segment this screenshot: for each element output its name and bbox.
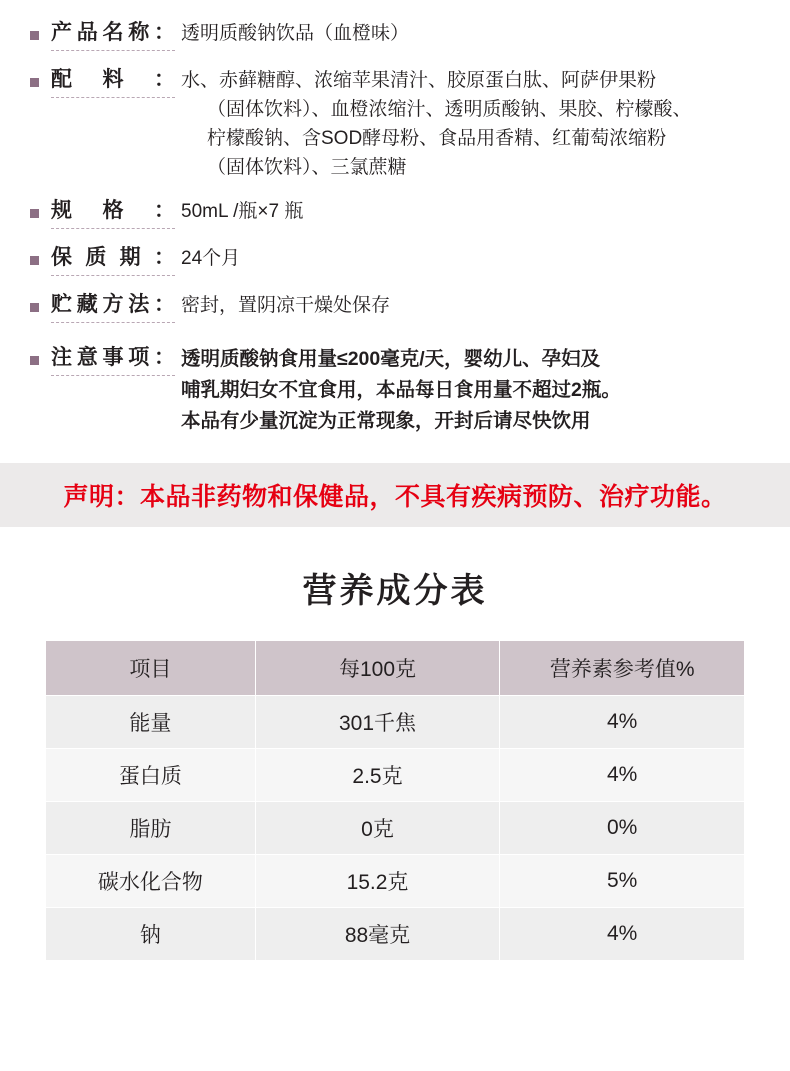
table-cell-nrv: 4% bbox=[500, 696, 745, 749]
spec-label-shelf-life: 保 质 期 ： bbox=[51, 246, 175, 269]
square-bullet-icon bbox=[30, 356, 39, 365]
table-cell-name: 能量 bbox=[46, 696, 256, 749]
table-header-row bbox=[46, 641, 745, 696]
table-row bbox=[46, 802, 745, 855]
spec-value-ingredients: 水、赤藓糖醇、浓缩苹果清汁、胶原蛋白肽、阿萨伊果粉 （固体饮料）、血橙浓缩汁、透明质酸钠、果胶、柠檬酸、 柠檬酸钠、含SOD酵母粉、食品用香精、红葡萄浓缩粉 （固体饮料）、三氯蔗糖 bbox=[181, 70, 692, 178]
table-header-per100g: 每100克 bbox=[255, 641, 500, 696]
table-row bbox=[46, 749, 745, 802]
table-row bbox=[46, 908, 745, 961]
square-bullet-icon bbox=[30, 31, 39, 40]
spec-list bbox=[30, 18, 760, 437]
square-bullet-icon bbox=[30, 78, 39, 87]
table-cell-amount: 301千焦 bbox=[255, 696, 500, 749]
spec-row-precautions bbox=[30, 343, 760, 437]
table-header-nrv: 营养素参考值% bbox=[500, 641, 745, 696]
table-cell-nrv: 0% bbox=[500, 802, 745, 855]
spec-label-wrap bbox=[51, 290, 175, 323]
spec-label-product-name: 产 品 名 称 ： bbox=[51, 21, 175, 44]
spec-label-precautions: 注 意 事 项 ： bbox=[51, 346, 175, 369]
table-row bbox=[46, 855, 745, 908]
table-cell-amount: 0克 bbox=[255, 802, 500, 855]
spec-label-wrap bbox=[51, 243, 175, 276]
spec-row-specification bbox=[30, 196, 760, 229]
nutrition-table-title: 营养成分表 bbox=[302, 572, 488, 610]
square-bullet-icon bbox=[30, 209, 39, 218]
spec-label-wrap bbox=[51, 196, 175, 229]
table-cell-amount: 88毫克 bbox=[255, 908, 500, 961]
spec-label-storage-method: 贮 藏 方 法 ： bbox=[51, 293, 175, 316]
table-cell-nrv: 4% bbox=[500, 908, 745, 961]
table-cell-amount: 15.2克 bbox=[255, 855, 500, 908]
spec-label-ingredients: 配 料 ： bbox=[51, 68, 175, 91]
table-cell-name: 钠 bbox=[46, 908, 256, 961]
spec-row-ingredients bbox=[30, 65, 760, 182]
disclaimer-text: 声明：本品非药物和保健品，不具有疾病预防、治疗功能。 bbox=[63, 483, 727, 511]
spec-value-precautions: 透明质酸钠食用量≤200毫克/天，婴幼儿、孕妇及 哺乳期妇女不宜食用，本品每日食用量不超过2瓶。 本品有少量沉淀为正常现象，开封后请尽快饮用 bbox=[181, 348, 621, 432]
spec-row-storage-method bbox=[30, 290, 760, 323]
table-cell-name: 碳水化合物 bbox=[46, 855, 256, 908]
table-cell-name: 蛋白质 bbox=[46, 749, 256, 802]
spec-label-wrap bbox=[51, 65, 175, 98]
spec-label-wrap bbox=[51, 343, 175, 376]
spec-value-shelf-life: 24个月 bbox=[181, 248, 241, 269]
square-bullet-icon bbox=[30, 303, 39, 312]
table-cell-nrv: 5% bbox=[500, 855, 745, 908]
square-bullet-icon bbox=[30, 256, 39, 265]
spec-label-specification: 规 格 ： bbox=[51, 199, 175, 222]
spec-value-product-name: 透明质酸钠饮品（血橙味） bbox=[181, 23, 410, 44]
table-cell-name: 脂肪 bbox=[46, 802, 256, 855]
table-header-item: 项目 bbox=[46, 641, 256, 696]
nutrition-table bbox=[45, 640, 745, 961]
spec-row-shelf-life bbox=[30, 243, 760, 276]
table-row bbox=[46, 696, 745, 749]
spec-value-storage-method: 密封，置阴凉干燥处保存 bbox=[181, 295, 391, 316]
table-cell-nrv: 4% bbox=[500, 749, 745, 802]
table-cell-amount: 2.5克 bbox=[255, 749, 500, 802]
spec-label-wrap bbox=[51, 18, 175, 51]
spec-value-specification: 50mL /瓶×7 瓶 bbox=[181, 201, 304, 222]
disclaimer-banner bbox=[0, 463, 790, 527]
spec-row-product-name bbox=[30, 18, 760, 51]
